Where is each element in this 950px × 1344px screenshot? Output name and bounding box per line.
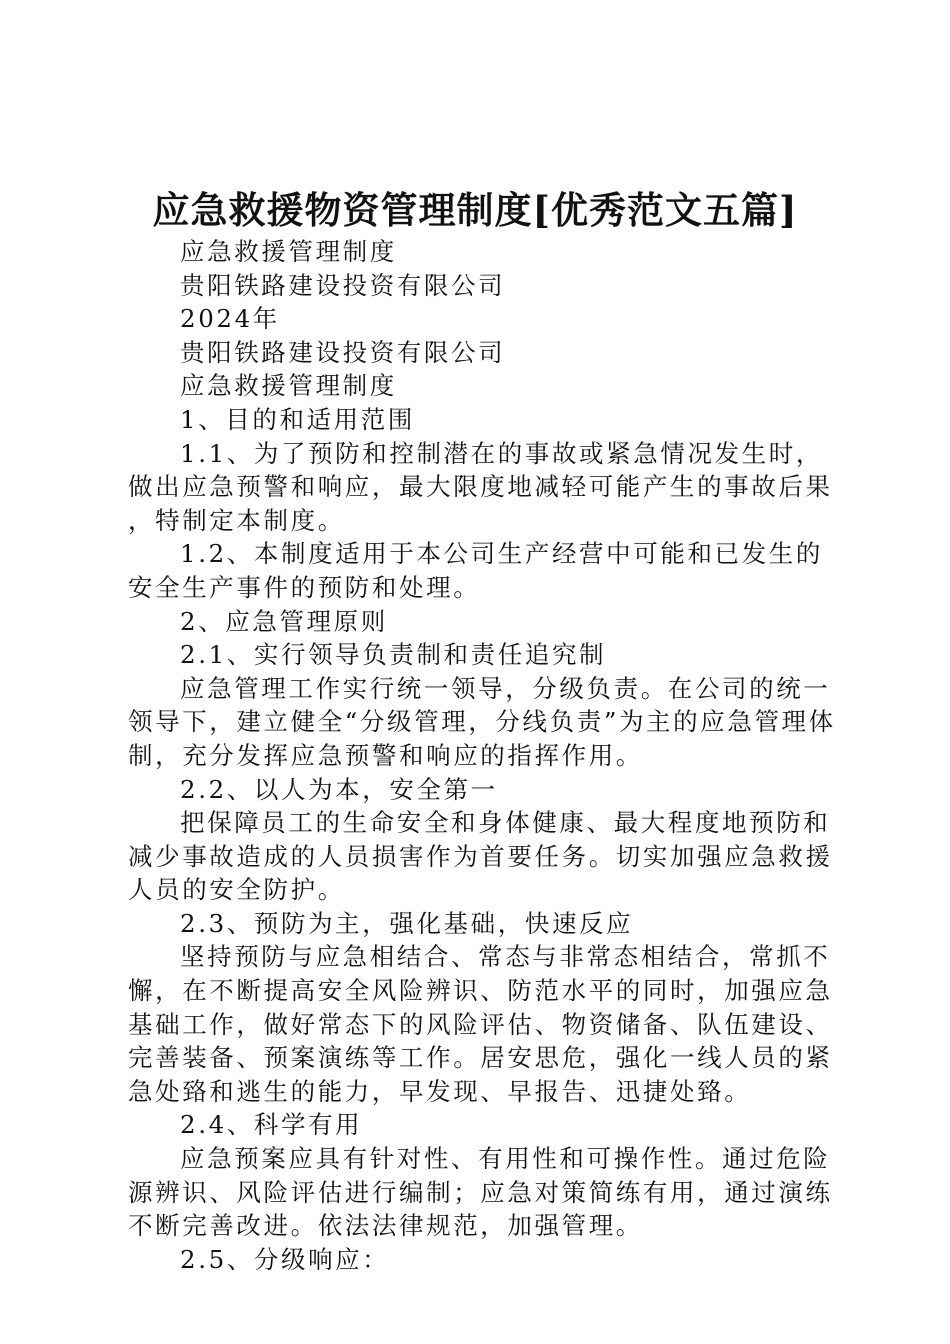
paragraph: 贵阳铁路建设投资有限公司 — [180, 337, 506, 367]
paragraph: 2.2、以人为本，安全第一 — [180, 774, 498, 804]
paragraph: 2.1、实行领导负责制和责任追究制 — [180, 640, 607, 670]
paragraph: 应急管理工作实行统一领导，分级负责。在公司的统一领导下，建立健全“分级管理，分线负责”为主的应急管理体制，充分发挥应急预警和响应的指挥作用。 — [128, 673, 836, 770]
paragraph: 贵阳铁路建设投资有限公司 — [180, 270, 506, 300]
paragraph: 应急救援管理制度 — [180, 371, 397, 401]
paragraph: 2.4、科学有用 — [180, 1110, 363, 1140]
document-title: 应急救援物资管理制度[优秀范文五篇] — [152, 188, 798, 232]
paragraph: 1、目的和适用范围 — [180, 404, 415, 434]
document-body — [128, 235, 838, 1276]
paragraph: 应急预案应具有针对性、有用性和可操作性。通过危险源辨识、风险评估进行编制；应急对策简练有用，通过演练不断完善改进。依法法律规范，加强管理。 — [128, 1144, 833, 1241]
paragraph: 2024年 — [180, 304, 280, 334]
paragraph: 1.1、为了预防和控制潜在的事故或紧急情况发生时，做出应急预警和响应，最大限度地减轻可能产生的事故后果，特制定本制度。 — [128, 438, 833, 535]
paragraph: 把保障员工的生命安全和身体健康、最大程度地预防和减少事故造成的人员损害作为首要任务。切实加强应急救援人员的安全防护。 — [128, 808, 833, 905]
paragraph: 坚持预防与应急相结合、常态与非常态相结合，常抓不懈，在不断提高安全风险辨识、防范水平的同时，加强应急基础工作，做好常态下的风险评估、物资储备、队伍建设、完善装备、预案演练等工作。居安思危，强化一线人员的紧急处臵和逃生的能力，早发现、早报告、迅捷处臵。 — [128, 942, 833, 1106]
paragraph: 2、应急管理原则 — [180, 606, 388, 636]
paragraph: 2.5、分级响应： — [180, 1244, 390, 1274]
paragraph: 1.2、本制度适用于本公司生产经营中可能和已发生的安全生产事件的预防和处理。 — [128, 539, 823, 602]
paragraph: 应急救援管理制度 — [180, 237, 397, 266]
paragraph: 2.3、预防为主，强化基础，快速反应 — [180, 908, 634, 938]
